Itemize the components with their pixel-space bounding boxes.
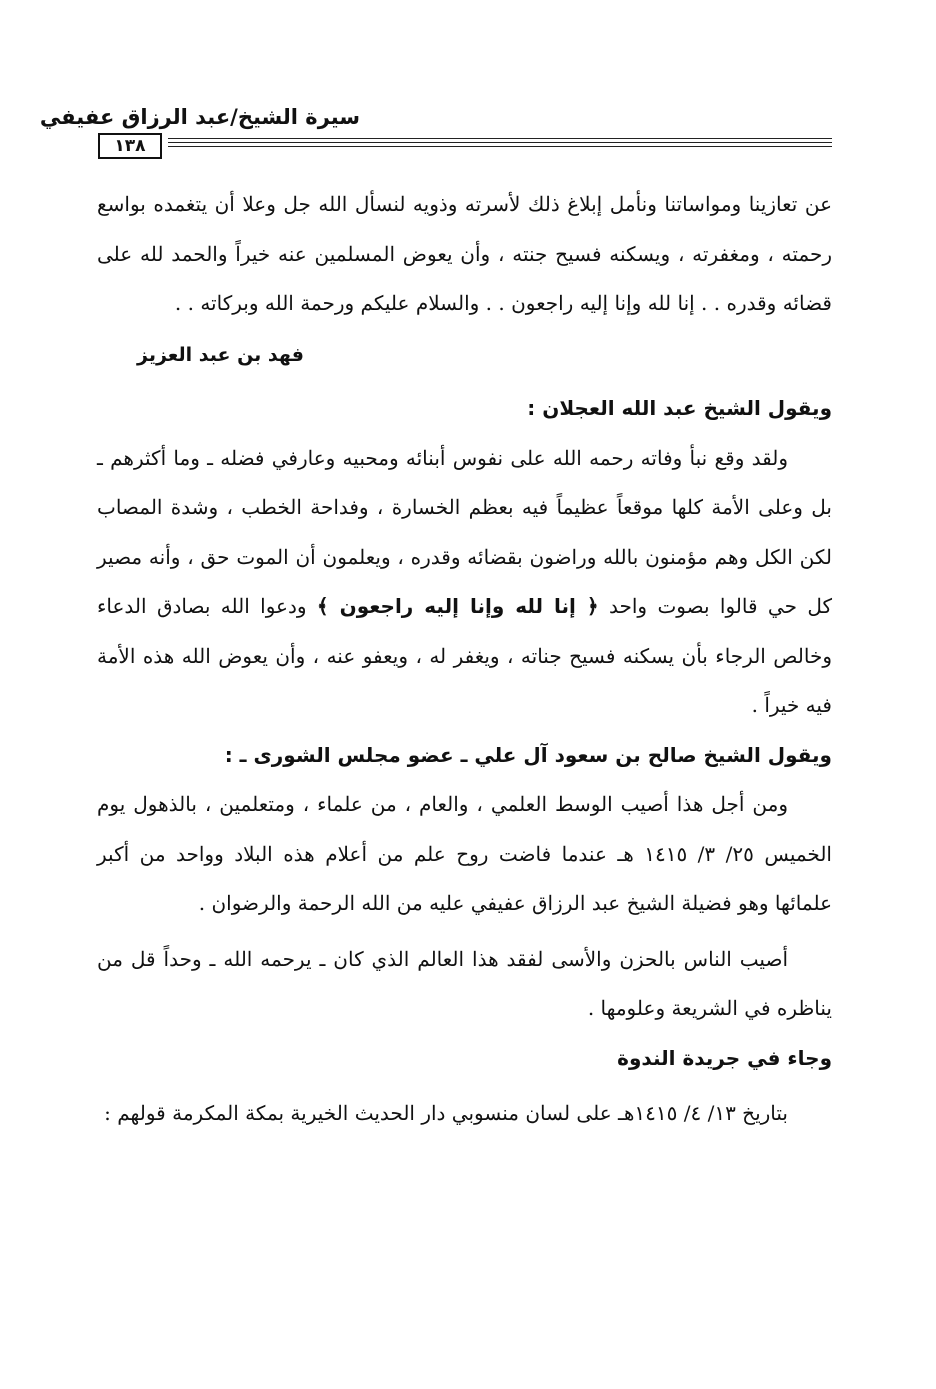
- header-rule-line: [98, 142, 832, 143]
- paragraph-ajlan-text-end: ودعوا الله بصادق الدعاء وخالص الرجاء بأن يسكنه فسيح جناته ، ويغفر له ، ويعفو عنه ، وأن يعوض الله هذه الأمة فيه خيراً .: [97, 594, 832, 717]
- paragraph-grief: أصيب الناس بالحزن والأسى لفقد هذا العالم الذي كان ـ يرحمه الله ـ وحداً قل من يناظره في الشريعة وعلومها .: [97, 946, 832, 1020]
- heading-saleh: ويقول الشيخ صالح بن سعود آل علي ـ عضو مجلس الشورى ـ :: [224, 742, 832, 767]
- paragraph-nadwa: بتاريخ ١٣/ ٤/ ١٤١٥هـ على لسان منسوبي دار الحديث الخيرية بمكة المكرمة قولهم :: [104, 1101, 788, 1125]
- header-rule: [98, 134, 832, 156]
- paragraph-saleh: ومن أجل هذا أصيب الوسط العلمي ، والعام ، من علماء ، ومتعلمين ، بالذهول يوم الخميس ٢٥/ ٣/ ١٤١٥ هـ عندما فاضت روح علم من أعلام هذه البلاد وواحد من أكبر علمائها وهو فضيلة الشيخ عبد الرزاق عفيفي عليه من الله الرحمة والرضوان .: [97, 792, 832, 915]
- heading-ajlan: ويقول الشيخ عبد الله العجلان :: [527, 396, 832, 420]
- paragraph-condolence: عن تعازينا ومواساتنا ونأمل إبلاغ ذلك لأسرته وذويه لنسأل الله جل وعلا أن يتغمده بواسع رحمته ، ومغفرته ، ويسكنه فسيح جنته ، وأن يعوض المسلمين عنه خيراً والحمد لله على قضائه وقدره . . إنا لله وإنا إليه راجعون . . والسلام عليكم ورحمة الله وبركاته . .: [97, 192, 832, 315]
- signature: فهد بن عبد العزيز: [137, 343, 304, 366]
- header-rule-line: [98, 146, 832, 147]
- paragraph-ajlan-text: ولقد وقع نبأ وفاته رحمه الله على نفوس أبنائه ومحبيه وعارفي فضله ـ وما أكثرهم ـ بل وعلى الأمة كلها موقعاً عظيماً فيه بعظم الخسارة ، وفداحة الخطب ، وشدة المصاب لكن الكل وهم مؤمنون بالله وراضون بقضائه وقدره ، ويعلمون أن الموت حق ، وأنه مصير كل حي قالوا بصوت واحد: [97, 445, 832, 618]
- paragraph-ajlan: [97, 434, 832, 731]
- quran-quote: ﴿ إنا لله وإنا إليه راجعون ﴾: [316, 594, 599, 618]
- running-title: سيرة الشيخ/عبد الرزاق عفيفي: [39, 105, 360, 129]
- body-text: [97, 180, 832, 1139]
- heading-nadwa: وجاء في جريدة الندوة: [617, 1045, 832, 1070]
- page-number: ١٣٨: [98, 133, 162, 159]
- header-rule-line: [98, 138, 832, 139]
